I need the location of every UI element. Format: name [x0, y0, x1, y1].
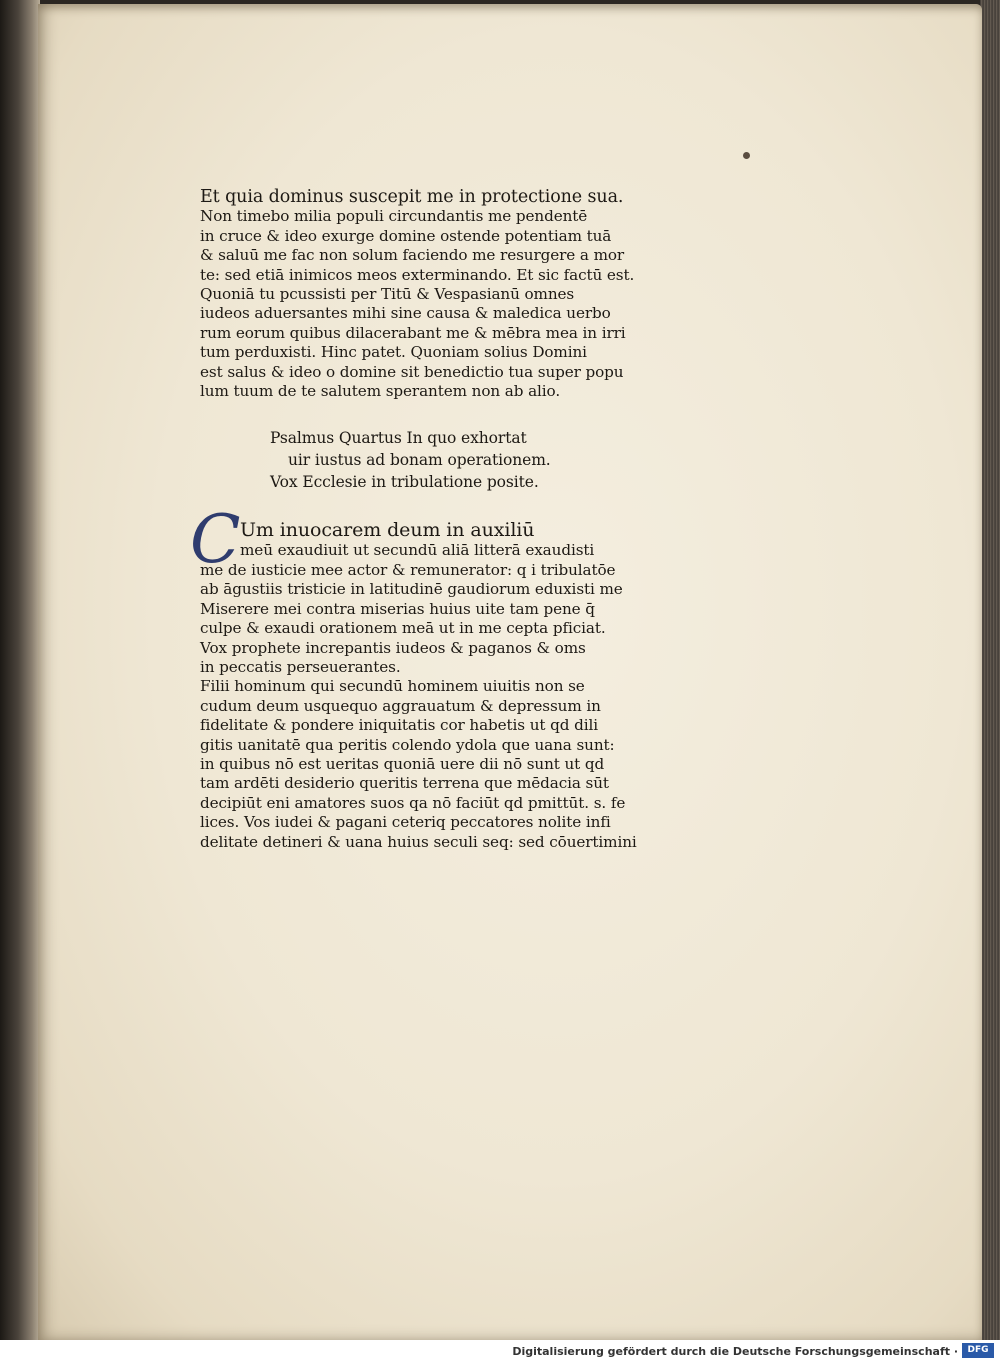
- footer-bar: [0, 1340, 1000, 1361]
- text-line: rum eorum quibus dilacerabant me & mēbra mea in irri: [200, 323, 626, 342]
- text-line: tam ardēti desiderio queritis terrena que mēdacia sūt: [200, 774, 609, 793]
- text-line: te: sed etiā inimicos meos exterminando. Et sic factū est.: [200, 265, 635, 284]
- text-line: Vox prophete increpantis iudeos & paganos & oms: [200, 638, 586, 657]
- text-line: lum tuum de te salutem sperantem non ab alio.: [200, 382, 561, 401]
- text-line: culpe & exaudi orationem meā ut in me cepta pficiat.: [200, 619, 606, 638]
- text-line: fidelitate & pondere iniquitatis cor habetis ut qd dili: [200, 716, 599, 735]
- decorated-initial: C: [190, 501, 241, 579]
- text-line: Non timebo milia populi circundantis me pendentē: [200, 207, 588, 226]
- text-line: cudum deum usquequo aggrauatum & depressum in: [200, 696, 601, 715]
- book-binding-edge: [0, 0, 40, 1340]
- text-line: decipiūt eni amatores suos qa nō faciūt qd pmittūt. s. fe: [200, 793, 626, 812]
- commentary-top: [200, 188, 720, 401]
- text-line: delitate detineri & uana huius seculi seq: sed cōuertimini: [200, 832, 637, 851]
- page-text: [190, 187, 720, 852]
- text-line: ab āgustiis tristicie in latitudinē gaudiorum eduxisti me: [200, 580, 623, 599]
- dfg-logo: DFG: [962, 1343, 994, 1358]
- psalm-heading: [200, 427, 720, 493]
- text-line: in quibus nō est ueritas quoniā uere dii nō sunt ut qd: [200, 754, 605, 773]
- paper-spot: [743, 152, 750, 159]
- text-line: tum perduxisti. Hinc patet. Quoniam solius Domini: [200, 343, 587, 362]
- text-line: Miserere mei contra miserias huius uite tam pene q̄: [200, 599, 595, 618]
- text-line: gitis uanitatē qua peritis colendo ydola que uana sunt:: [200, 735, 615, 754]
- text-line: in peccatis perseuerantes.: [200, 657, 401, 676]
- page-fore-edge: [980, 0, 1000, 1340]
- heading-line: uir iustus ad bonam operationem.: [288, 451, 551, 470]
- heading-line: Vox Ecclesie in tribulatione posite.: [270, 473, 539, 492]
- text-line: iudeos aduersantes mihi sine causa & maledica uerbo: [200, 304, 611, 323]
- psalm-body: [190, 501, 720, 852]
- text-line: Et quia dominus suscepit me in protectione sua.: [200, 187, 624, 207]
- text-line: Um inuocarem deum in auxiliū: [240, 519, 535, 542]
- footer-credit: Digitalisierung gefördert durch die Deutsche Forschungsgemeinschaft ·: [512, 1345, 958, 1358]
- text-line: Quoniā tu pcussisti per Titū & Vespasianū omnes: [200, 285, 575, 304]
- text-line: & saluū me fac non solum faciendo me resurgere a mor: [200, 246, 625, 265]
- text-line: meū exaudiuit ut secundū aliā litterā exaudisti: [240, 541, 595, 560]
- text-line: in cruce & ideo exurge domine ostende potentiam tuā: [200, 226, 612, 245]
- text-line: lices. Vos iudei & pagani ceteriq peccatores nolite infi: [200, 813, 611, 832]
- text-line: Filii hominum qui secundū hominem uiuitis non se: [200, 677, 585, 696]
- heading-line: Psalmus Quartus In quo exhortat: [270, 429, 527, 448]
- text-line: est salus & ideo o domine sit benedictio tua super popu: [200, 362, 624, 381]
- text-line: me de iusticie mee actor & remunerator: q i tribulatōe: [200, 560, 616, 579]
